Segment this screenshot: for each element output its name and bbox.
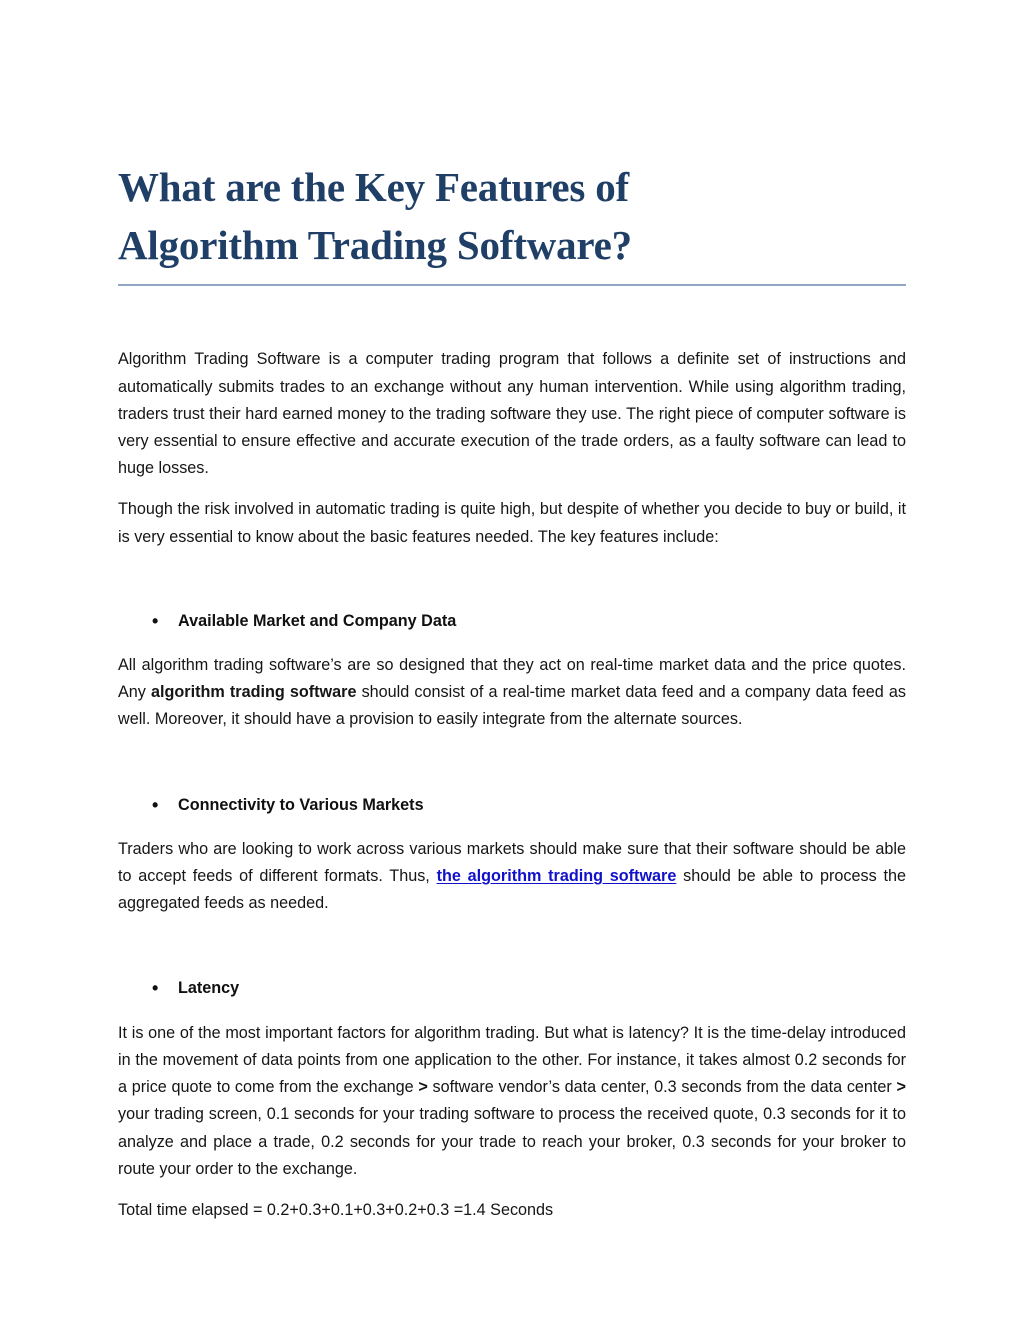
page-title bbox=[118, 0, 906, 274]
spacer bbox=[118, 734, 906, 792]
body-text-part-3: your trading screen, 0.1 seconds for your trading software to process the received quote, 0.3 seconds for it to analyze and place a trade, 0.2 seconds for your trade to reach your broker, 0.3 seconds for your broker to route your order to the exchange. bbox=[118, 1105, 906, 1178]
body-text-part-2: software vendor’s data center, 0.3 seconds from the data center bbox=[427, 1078, 897, 1097]
page-title-line-1: What are the Key Features of bbox=[118, 164, 629, 210]
document-content bbox=[118, 0, 906, 1224]
spacer bbox=[118, 635, 906, 652]
section-heading-connectivity bbox=[118, 792, 906, 819]
spacer bbox=[118, 819, 906, 836]
section-heading-latency bbox=[118, 975, 906, 1002]
section-heading-label: Connectivity to Various Markets bbox=[178, 795, 424, 814]
section-heading-label: Latency bbox=[178, 979, 240, 998]
page-title-line-2: Algorithm Trading Software? bbox=[118, 222, 632, 269]
body-text-part-1: Traders who are looking to work across various markets should make sure that their software should be able to accept feeds of different formats. Thus, bbox=[118, 839, 906, 886]
title-divider bbox=[118, 284, 906, 286]
section-body-connectivity bbox=[118, 836, 906, 918]
body-text-part-2: should be able to process the aggregated feeds as needed. bbox=[118, 867, 906, 913]
spacer bbox=[118, 1003, 906, 1020]
spacer bbox=[118, 917, 906, 975]
greater-than-symbol: > bbox=[418, 1078, 428, 1097]
latency-total-line: Total time elapsed = 0.2+0.3+0.1+0.3+0.2+0.3 =1.4 Seconds bbox=[118, 1200, 554, 1219]
spacer bbox=[118, 482, 906, 496]
body-text-part-1: It is one of the most important factors for algorithm trading. But what is latency? It is the time-delay introduced in the movement of data points from one application to the other. For instance, it takes almost 0.2 seconds for a price quote to come from the exchange bbox=[118, 1023, 906, 1097]
algorithm-trading-software-link[interactable]: the algorithm trading software bbox=[436, 867, 677, 886]
section-body-latency bbox=[118, 1020, 906, 1183]
spacer bbox=[118, 551, 906, 608]
spacer bbox=[118, 1183, 906, 1197]
body-emphasis: algorithm trading software bbox=[151, 683, 357, 702]
body-text-part-1: All algorithm trading software’s are so designed that they act on real-time market data and the price quotes. Any bbox=[118, 656, 906, 702]
intro-paragraph-1: Algorithm Trading Software is a computer trading program that follows a definite set of instructions and automatically submits trades to an exchange without any human intervention. While using algorithm trading, traders trust their hard earned money to the trading software they use. The right piece of computer software is very essential to ensure effective and accurate execution of the trade orders, as a faulty software can lead to huge losses. bbox=[118, 350, 906, 478]
spacer bbox=[118, 294, 906, 346]
section-heading-label: Available Market and Company Data bbox=[178, 611, 457, 630]
section-body-available-market-data bbox=[118, 652, 906, 734]
body-text-part-2: should consist of a real-time market data feed and a company data feed as well. Moreover, it should have a provision to easily integrate from the alternate sources. bbox=[118, 683, 906, 729]
bullet-icon: • bbox=[152, 978, 159, 999]
greater-than-symbol: > bbox=[896, 1078, 906, 1097]
intro-paragraph-2: Though the risk involved in automatic trading is quite high, but despite of whether you decide to buy or build, it is very essential to know about the basic features needed. The key features include: bbox=[118, 500, 906, 546]
bullet-icon: • bbox=[152, 794, 159, 815]
section-heading-available-market-data bbox=[118, 608, 906, 635]
bullet-icon: • bbox=[152, 610, 159, 631]
